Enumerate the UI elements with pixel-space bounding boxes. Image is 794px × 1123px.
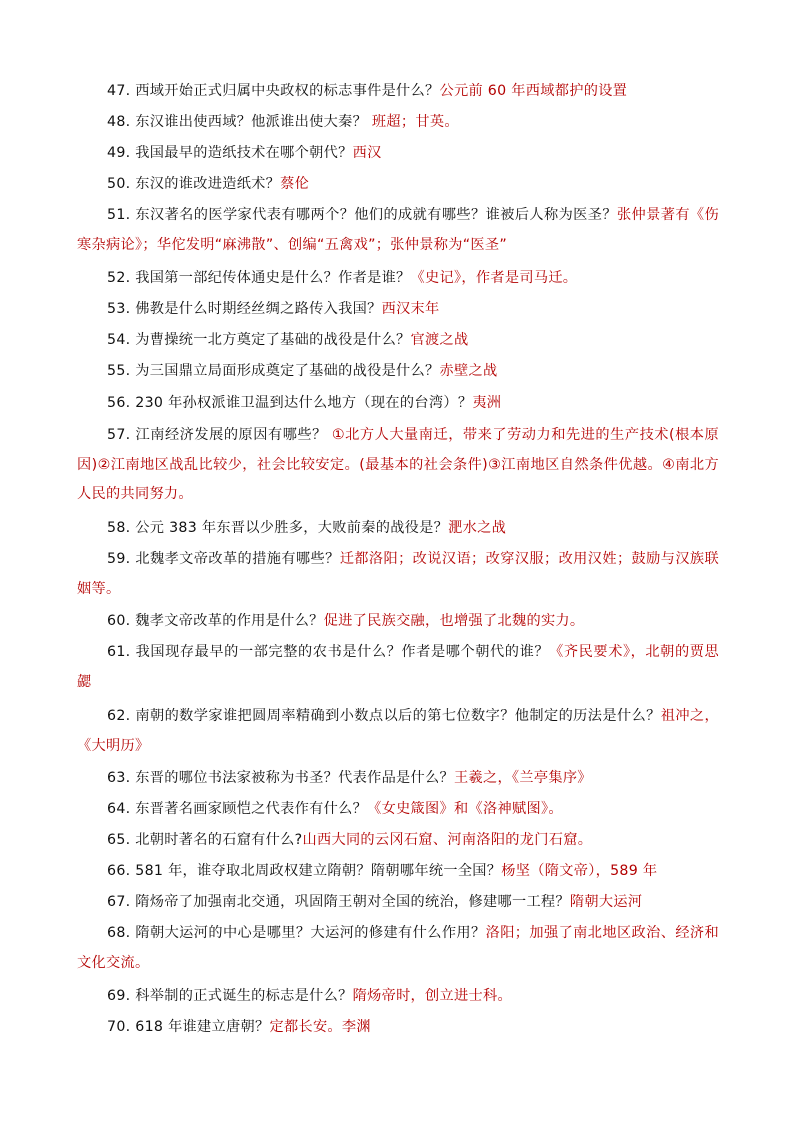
item-number: 62. (107, 708, 131, 724)
answer-text: 山西大同的云冈石窟、河南洛阳的龙门石窟。 (302, 832, 593, 848)
item-number: 59. (107, 551, 131, 567)
question-text: 东汉谁出使西域？他派谁出使大秦？ (135, 114, 372, 130)
item-number: 65. (107, 832, 131, 848)
answer-text: 公元前 60 年西域都护的设置 (439, 83, 628, 99)
qa-item-70 (77, 1013, 719, 1043)
answer-text: 隋炀帝时，创立进士科。 (352, 988, 512, 1004)
qa-item-64 (77, 795, 719, 825)
qa-item-47 (77, 77, 719, 107)
qa-item-67 (77, 888, 719, 918)
qa-item-49 (77, 139, 719, 169)
answer-text: 夷洲 (472, 395, 502, 411)
qa-item-61 (77, 638, 719, 697)
item-number: 48. (107, 114, 131, 130)
question-text: 东汉著名的医学家代表有哪两个？他们的成就有哪些？谁被后人称为医圣？ (135, 207, 617, 223)
qa-item-68 (77, 919, 719, 978)
item-number: 60. (107, 613, 131, 629)
question-text: 我国现存最早的一部完整的农书是什么？作者是哪个朝代的谁？ (135, 644, 550, 660)
item-number: 67. (107, 894, 131, 910)
question-text: 南朝的数学家谁把圆周率精确到小数点以后的第七位数字？他制定的历法是什么？ (135, 708, 661, 724)
answer-text: ①北方人大量南迁，带来了劳动力和先进的生产技术(根本原因)②江南地区战乱比较少，社会比较安定。(最基本的社会条件)③江南地区自然条件优越。④南北方人民的共同努力。 (77, 427, 719, 502)
item-number: 61. (107, 644, 131, 660)
item-number: 70. (107, 1019, 131, 1035)
item-number: 56. (107, 395, 131, 411)
item-number: 64. (107, 801, 131, 817)
question-text: 魏孝文帝改革的作用是什么？ (135, 613, 324, 629)
question-text: 我国第一部纪传体通史是什么？作者是谁？ (135, 270, 411, 286)
item-number: 57. (107, 427, 131, 443)
qa-item-59 (77, 545, 719, 604)
answer-text: 王羲之，《兰亭集序》 (454, 770, 592, 786)
question-text: 科举制的正式诞生的标志是什么？ (135, 988, 353, 1004)
qa-item-52 (77, 264, 719, 294)
answer-text: 迁都洛阳；改说汉语；改穿汉服；改用汉姓；鼓励与汉族联姻等。 (77, 551, 720, 597)
answer-text: 祖冲之，《大明历》 (77, 708, 720, 754)
answer-text: 淝水之战 (448, 520, 507, 536)
qa-item-65 (77, 826, 719, 856)
answer-text: 洛阳；加强了南北地区政治、经济和文化交流。 (77, 925, 720, 971)
answer-text: 张仲景著有《伤寒杂病论》；华佗发明“麻沸散”、创编“五禽戏”；张仲景称为“医圣” (77, 207, 719, 253)
question-text: 北朝时著名的石窟有什么? (135, 832, 303, 848)
qa-item-63 (77, 764, 719, 794)
answer-text: 班超；甘英。 (371, 114, 459, 130)
answer-text: 蔡伦 (280, 176, 310, 192)
qa-item-51 (77, 201, 719, 260)
qa-item-56 (77, 389, 719, 419)
answer-text: 赤壁之战 (439, 363, 498, 379)
qa-item-66 (77, 857, 719, 887)
question-text: 江南经济发展的原因有哪些？ (135, 427, 332, 443)
question-text: 581 年，谁夺取北周政权建立隋朝？隋朝哪年统一全国？ (135, 863, 502, 879)
item-number: 52. (107, 270, 131, 286)
qa-item-50 (77, 170, 719, 200)
question-text: 东晋的哪位书法家被称为书圣？代表作品是什么？ (135, 770, 455, 786)
qa-item-53 (77, 295, 719, 325)
question-text: 隋炀帝了加强南北交通，巩固隋王朝对全国的统治，修建哪一工程？ (135, 894, 570, 910)
item-number: 63. (107, 770, 131, 786)
question-text: 230 年孙权派谁卫温到达什么地方（现在的台湾）？ (135, 395, 473, 411)
qa-item-60 (77, 607, 719, 637)
item-number: 66. (107, 863, 131, 879)
answer-text: 定都长安。李渊 (269, 1019, 371, 1035)
answer-text: 《齐民要术》，北朝的贾思勰 (77, 644, 719, 690)
question-text: 佛教是什么时期经丝绸之路传入我国？ (135, 301, 382, 317)
item-number: 58. (107, 520, 131, 536)
qa-item-55 (77, 357, 719, 387)
question-text: 隋朝大运河的中心是哪里？大运河的修建有什么作用？ (135, 925, 486, 941)
answer-text: 官渡之战 (410, 332, 469, 348)
qa-item-54 (77, 326, 719, 356)
question-text: 东汉的谁改进造纸术？ (135, 176, 281, 192)
question-text: 我国最早的造纸技术在哪个朝代？ (135, 145, 353, 161)
question-text: 618 年谁建立唐朝？ (135, 1019, 270, 1035)
question-text: 为曹操统一北方奠定了基础的战役是什么？ (135, 332, 411, 348)
question-text: 北魏孝文帝改革的措施有哪些？ (135, 551, 340, 567)
item-number: 53. (107, 301, 131, 317)
item-number: 49. (107, 145, 131, 161)
item-number: 50. (107, 176, 131, 192)
qa-item-69 (77, 982, 719, 1012)
answer-text: 西汉末年 (381, 301, 440, 317)
answer-text: 隋朝大运河 (569, 894, 643, 910)
item-number: 54. (107, 332, 131, 348)
question-text: 东晋著名画家顾恺之代表作有什么？ (135, 801, 368, 817)
question-text: 公元 383 年东晋以少胜多，大败前秦的战役是？ (135, 520, 449, 536)
qa-item-57 (77, 421, 719, 510)
qa-item-62 (77, 702, 719, 761)
answer-text: 西汉 (352, 145, 382, 161)
item-number: 55. (107, 363, 131, 379)
answer-text: 杨坚（隋文帝），589 年 (501, 863, 658, 879)
item-number: 51. (107, 207, 131, 223)
answer-text: 《女史箴图》和《洛神赋图》。 (367, 801, 563, 817)
question-text: 西域开始正式归属中央政权的标志事件是什么？ (135, 83, 440, 99)
question-text: 为三国鼎立局面形成奠定了基础的战役是什么？ (135, 363, 440, 379)
qa-item-48 (77, 108, 719, 138)
answer-text: 促进了民族交融，也增强了北魏的实力。 (323, 613, 585, 629)
item-number: 47. (107, 83, 131, 99)
item-number: 68. (107, 925, 131, 941)
item-number: 69. (107, 988, 131, 1004)
qa-item-58 (77, 514, 719, 544)
answer-text: 《史记》，作者是司马迁。 (410, 270, 578, 286)
